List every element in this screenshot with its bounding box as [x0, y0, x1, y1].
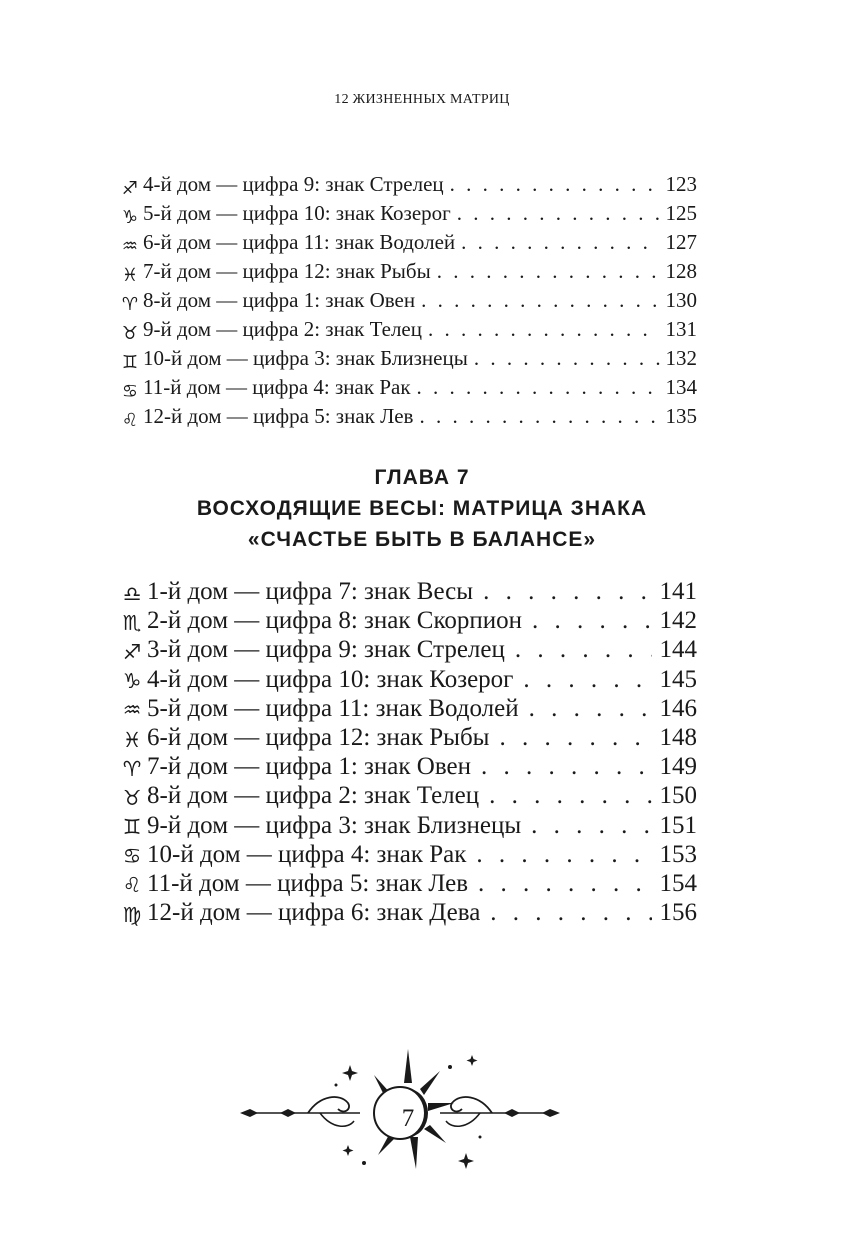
toc-leader-dots — [461, 230, 659, 255]
toc-entry[interactable] — [117, 666, 697, 695]
toc-leader-dots — [515, 636, 652, 664]
toc-entry[interactable] — [117, 812, 697, 841]
chapter-heading — [0, 462, 844, 555]
toc-entry-page: 146 — [659, 694, 697, 722]
taurus-icon — [117, 321, 143, 343]
taurus-icon — [117, 784, 147, 810]
toc-list-part2 — [117, 578, 697, 928]
toc-entry-label: 3-й дом — цифра 9: знак Стрелец — [147, 636, 505, 664]
toc-entry-page: 125 — [665, 201, 697, 225]
toc-entry-page: 141 — [659, 578, 697, 605]
toc-leader-dots — [417, 375, 660, 400]
toc-entry-label: 7-й дом — цифра 1: знак Овен — [147, 753, 471, 781]
svg-text:♌: ♌ — [121, 409, 139, 430]
aquarius-icon — [117, 234, 143, 256]
toc-entry[interactable] — [117, 636, 697, 665]
toc-entry-page: 151 — [659, 811, 697, 839]
toc-entry-page: 142 — [659, 607, 697, 635]
toc-leader-dots — [476, 841, 651, 869]
svg-text:♑: ♑ — [122, 669, 142, 694]
chapter-title-line1: ВОСХОДЯЩИЕ ВЕСЫ: МАТРИЦА ЗНАКА — [196, 497, 648, 520]
toc-entry[interactable] — [117, 753, 697, 782]
toc-entry[interactable] — [117, 230, 697, 259]
toc-entry-label: 6-й дом — цифра 11: знак Водолей — [143, 230, 456, 254]
capricorn-icon — [117, 205, 143, 227]
toc-entry-page: 128 — [665, 259, 697, 283]
toc-entry-label: 5-й дом — цифра 11: знак Водолей — [147, 694, 519, 722]
toc-entry[interactable] — [117, 607, 697, 636]
toc-entry[interactable] — [117, 782, 697, 811]
toc-entry[interactable] — [117, 404, 697, 433]
svg-text:♎: ♎ — [122, 581, 142, 606]
toc-entry-label: 8-й дом — цифра 1: знак Овен — [143, 288, 416, 312]
toc-entry-page: 156 — [659, 899, 697, 927]
toc-entry-label: 9-й дом — цифра 2: знак Телец — [143, 317, 422, 341]
toc-entry-page: 123 — [665, 172, 697, 196]
toc-entry[interactable] — [117, 201, 697, 230]
toc-leader-dots — [490, 899, 651, 927]
toc-entry-label: 1-й дом — цифра 7: знак Весы — [147, 578, 474, 605]
toc-entry[interactable] — [117, 317, 697, 346]
toc-entry-page: 134 — [665, 375, 697, 399]
toc-entry-label: 6-й дом — цифра 12: знак Рыбы — [147, 723, 490, 751]
toc-entry[interactable] — [117, 724, 697, 753]
toc-leader-dots — [529, 695, 652, 723]
toc-leader-dots — [523, 666, 651, 694]
toc-entry-page: 144 — [659, 636, 697, 664]
pisces-icon — [117, 263, 143, 285]
svg-text:♑: ♑ — [121, 206, 139, 227]
virgo-icon — [117, 901, 147, 927]
toc-entry[interactable] — [117, 288, 697, 317]
toc-entry[interactable] — [117, 695, 697, 724]
toc-entry-page: 132 — [665, 346, 697, 370]
svg-text:♏: ♏ — [122, 610, 142, 635]
gemini-icon — [117, 813, 147, 839]
toc-entry-page: 148 — [659, 723, 697, 751]
toc-entry-page: 135 — [665, 404, 697, 428]
toc-leader-dots — [532, 607, 652, 635]
toc-entry[interactable] — [117, 841, 697, 870]
toc-entry-label: 2-й дом — цифра 8: знак Скорпион — [147, 607, 522, 635]
toc-entry[interactable] — [117, 346, 697, 375]
toc-entry[interactable] — [117, 375, 697, 404]
toc-entry-label: 5-й дом — цифра 10: знак Козерог — [143, 201, 451, 225]
toc-leader-dots — [531, 812, 651, 840]
toc-leader-dots — [474, 346, 660, 371]
svg-text:♒: ♒ — [122, 698, 142, 723]
toc-leader-dots — [450, 172, 660, 197]
toc-entry-label: 9-й дом — цифра 3: знак Близнецы — [147, 811, 522, 839]
toc-entry-page: 145 — [659, 665, 697, 693]
cancer-icon — [117, 842, 147, 868]
running-header: 12 ЖИЗНЕННЫХ МАТРИЦ — [334, 92, 510, 107]
toc-entry-page: 153 — [659, 840, 697, 868]
toc-entry-label: 10-й дом — цифра 4: знак Рак — [147, 840, 467, 868]
toc-entry[interactable] — [117, 899, 697, 928]
toc-entry[interactable] — [117, 172, 697, 201]
toc-entry-label: 11-й дом — цифра 4: знак Рак — [143, 375, 411, 399]
toc-entry-label: 4-й дом — цифра 10: знак Козерог — [147, 665, 514, 693]
svg-text:♐: ♐ — [122, 640, 142, 664]
gemini-icon — [117, 350, 143, 372]
toc-entry-page: 150 — [659, 782, 697, 810]
svg-text:♊: ♊ — [122, 815, 142, 840]
toc-entry-label: 7-й дом — цифра 12: знак Рыбы — [143, 259, 431, 283]
sagittarius-icon — [117, 176, 143, 198]
toc-leader-dots — [499, 724, 651, 752]
capricorn-icon — [117, 667, 147, 693]
page-number: 7 — [401, 1105, 415, 1132]
svg-text:♒: ♒ — [121, 235, 139, 256]
svg-text:♍: ♍ — [122, 902, 142, 927]
svg-text:♌: ♌ — [122, 873, 142, 898]
toc-entry-label: 12-й дом — цифра 5: знак Лев — [143, 404, 414, 428]
toc-entry-page: 149 — [659, 753, 697, 781]
toc-list-part1 — [117, 172, 697, 433]
toc-leader-dots — [489, 782, 651, 810]
toc-leader-dots — [481, 753, 652, 781]
toc-leader-dots — [478, 870, 651, 898]
toc-entry-label: 12-й дом — цифра 6: знак Дева — [147, 899, 481, 927]
toc-entry-page: 131 — [665, 317, 697, 341]
svg-text:♉: ♉ — [122, 785, 142, 810]
aries-icon — [117, 755, 147, 781]
svg-text:♓: ♓ — [122, 727, 142, 752]
toc-entry-page: 154 — [659, 869, 697, 897]
toc-entry[interactable] — [117, 259, 697, 288]
toc-entry[interactable] — [117, 870, 697, 899]
svg-text:♐: ♐ — [121, 177, 139, 198]
libra-icon — [117, 580, 147, 606]
toc-leader-dots — [437, 259, 660, 284]
scorpio-icon — [117, 609, 147, 635]
pisces-icon — [117, 726, 147, 752]
cancer-icon — [117, 379, 143, 401]
svg-text:♋: ♋ — [121, 380, 139, 401]
svg-text:♈: ♈ — [122, 756, 142, 781]
chapter-number: ГЛАВА 7 — [374, 466, 470, 489]
svg-text:♉: ♉ — [121, 322, 139, 343]
toc-leader-dots — [419, 404, 659, 429]
toc-entry-label: 8-й дом — цифра 2: знак Телец — [147, 782, 480, 810]
svg-text:♋: ♋ — [122, 844, 142, 869]
aquarius-icon — [117, 696, 147, 722]
svg-text:♈: ♈ — [121, 293, 139, 314]
toc-leader-dots — [421, 288, 659, 313]
aries-icon — [117, 292, 143, 314]
svg-text:♓: ♓ — [121, 264, 139, 285]
toc-entry-page: 127 — [665, 230, 697, 254]
toc-leader-dots — [428, 317, 660, 342]
toc-entry-label: 4-й дом — цифра 9: знак Стрелец — [143, 172, 444, 196]
chapter-title-line2: «СЧАСТЬЕ БЫТЬ В БАЛАНСЕ» — [247, 528, 597, 551]
leo-icon — [117, 871, 147, 897]
svg-text:♊: ♊ — [121, 351, 139, 372]
toc-entry[interactable] — [117, 578, 697, 607]
toc-entry-label: 11-й дом — цифра 5: знак Лев — [147, 869, 469, 897]
leo-icon — [117, 408, 143, 430]
toc-leader-dots — [483, 578, 651, 606]
toc-entry-label: 10-й дом — цифра 3: знак Близнецы — [143, 346, 468, 370]
toc-entry-page: 130 — [665, 288, 697, 312]
sagittarius-icon — [117, 638, 147, 664]
toc-leader-dots — [457, 201, 660, 226]
